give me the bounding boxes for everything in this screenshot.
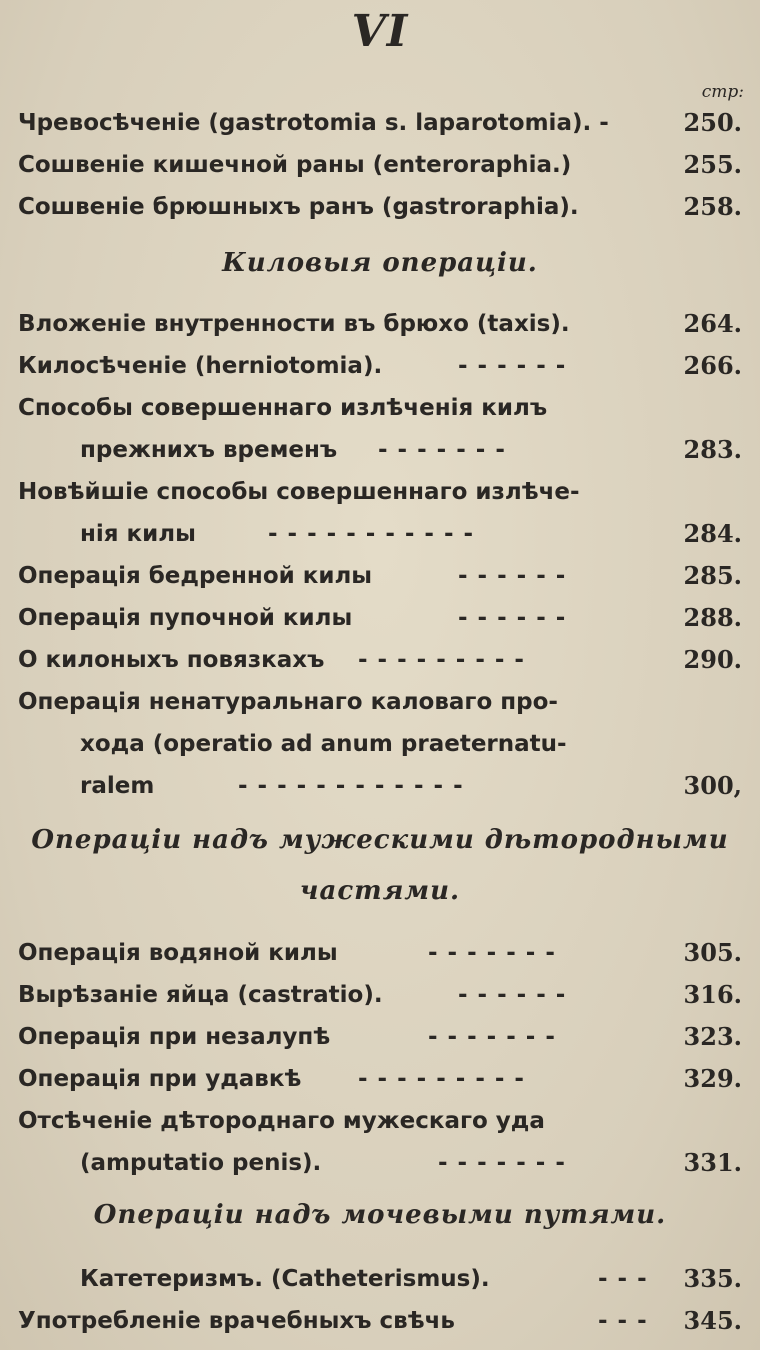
toc-entry-title: Употребленіе врачебныхъ свѣчь: [18, 1308, 455, 1334]
toc-leader-dashes: - - - - - - - - -: [358, 1066, 525, 1092]
toc-leader-dashes: - - - - - -: [458, 605, 567, 631]
toc-entry-title: Вложеніе внутренности въ брюхо (taxis).: [18, 311, 570, 337]
toc-entry-title: Катетеризмъ. (Catheterismus).: [80, 1266, 490, 1292]
toc-entry-page: 250.: [683, 108, 742, 137]
toc-leader-dashes: - - - - - - -: [438, 1150, 566, 1176]
toc-entry-title: Килосѣченіе (herniotomia).: [18, 353, 383, 379]
toc-entry: [18, 1020, 742, 1054]
toc-entry: [18, 643, 742, 677]
toc-leader-dashes: - - - - - - - - - - -: [268, 521, 475, 547]
toc-entry-title: Вырѣзаніе яйца (castratio).: [18, 982, 383, 1008]
toc-entry: [18, 391, 742, 467]
toc-entry-continuation: хода (operatio ad anum praeternatu-: [80, 731, 567, 757]
toc-entry: [18, 936, 742, 970]
toc-entry-title: Операція ненатуральнаго каловаго про-: [18, 689, 558, 715]
toc-entry-continuation: (amputatio penis).: [80, 1150, 322, 1176]
toc-leader-dashes: - - - - - - -: [378, 437, 506, 463]
section-heading-continuation: частями.: [299, 876, 461, 906]
toc-entry: [18, 148, 742, 182]
toc-leader-dashes: - - - - - - - - -: [358, 647, 525, 673]
toc-entry-continuation: нія килы: [80, 521, 196, 547]
toc-entry-page: 331.: [683, 1148, 742, 1177]
toc-entry: [18, 307, 742, 341]
toc-entry-page: 255.: [683, 150, 742, 179]
toc-entry-title: Операція пупочной килы: [18, 605, 353, 631]
toc-leader-dashes: - - - - - -: [458, 563, 567, 589]
toc-leader-dashes: - - - - - -: [458, 982, 567, 1008]
toc-leader-dashes: - - - - - - - - - - - -: [238, 773, 464, 799]
toc-entry: [18, 1104, 742, 1180]
page-number: VI: [351, 6, 409, 57]
toc-entry-title: Новѣйшіе способы совершеннаго излѣче-: [18, 479, 580, 505]
toc-entry-continuation: прежнихъ временъ: [80, 437, 338, 463]
toc-entry: [18, 1062, 742, 1096]
toc-entry-title: Операція водяной килы: [18, 940, 338, 966]
toc-entry: [18, 601, 742, 635]
toc-entry-title: Чревосѣченіе (gastrotomia s. laparotomia). -: [18, 110, 609, 136]
toc-entry-page: 316.: [683, 980, 742, 1009]
toc-entry-title: Способы совершеннаго излѣченія килъ: [18, 395, 548, 421]
toc-entry-title: Сошвеніе кишечной раны (enteroraphia.): [18, 152, 572, 178]
section-heading: Операціи надъ мужескими дѣтородными: [31, 825, 729, 855]
toc-entry-page: 283.: [683, 435, 742, 464]
toc-entry: [18, 685, 742, 803]
toc-entry-page: 288.: [683, 603, 742, 632]
toc-entry: [18, 106, 742, 140]
toc-entry-page: 264.: [683, 309, 742, 338]
toc-leader-dashes: - - - - - - -: [428, 940, 556, 966]
toc-entry-page: 266.: [683, 351, 742, 380]
toc-entry-page: 285.: [683, 561, 742, 590]
toc-entry: [18, 559, 742, 593]
toc-entry-title: Операція при удавкѣ: [18, 1066, 302, 1092]
toc-leader-dashes: - - - - - - -: [428, 1024, 556, 1050]
toc-entry-title: Сошвеніе брюшныхъ ранъ (gastroraphia).: [18, 194, 579, 220]
toc-entry-title: О килоныхъ повязкахъ: [18, 647, 325, 673]
toc-entry-page: 335.: [683, 1264, 742, 1293]
toc-entry-continuation: ralem: [80, 773, 155, 799]
toc-entry-page: 290.: [683, 645, 742, 674]
toc-entry: [18, 475, 742, 551]
toc-entry-page: 284.: [683, 519, 742, 548]
toc-entry-title: Отсѣченіе дѣтороднаго мужескаго уда: [18, 1108, 545, 1134]
toc-entry-title: Операція бедренной килы: [18, 563, 373, 589]
toc-entry-page: 305.: [683, 938, 742, 967]
toc-leader-dashes: - - -: [598, 1266, 648, 1292]
toc-entry: [18, 190, 742, 224]
toc-entry-page: 258.: [683, 192, 742, 221]
toc-entry-title: Операція при незалупѣ: [18, 1024, 331, 1050]
toc-entry: [18, 978, 742, 1012]
toc-entry-page: 329.: [683, 1064, 742, 1093]
toc-entry: [18, 349, 742, 383]
toc-leader-dashes: - - - - - -: [458, 353, 567, 379]
toc-entry-page: 323.: [683, 1022, 742, 1051]
toc-entry: [18, 1304, 742, 1338]
toc-leader-dashes: - - -: [598, 1308, 648, 1334]
section-heading: Операціи надъ мочевыми путями.: [93, 1200, 667, 1230]
toc-entry-page: 345.: [683, 1306, 742, 1335]
toc-entry-page: 300,: [683, 771, 742, 800]
page-column-header: стр:: [701, 82, 744, 102]
toc-entry: [18, 1262, 742, 1296]
section-heading: Киловыя операціи.: [222, 248, 538, 278]
